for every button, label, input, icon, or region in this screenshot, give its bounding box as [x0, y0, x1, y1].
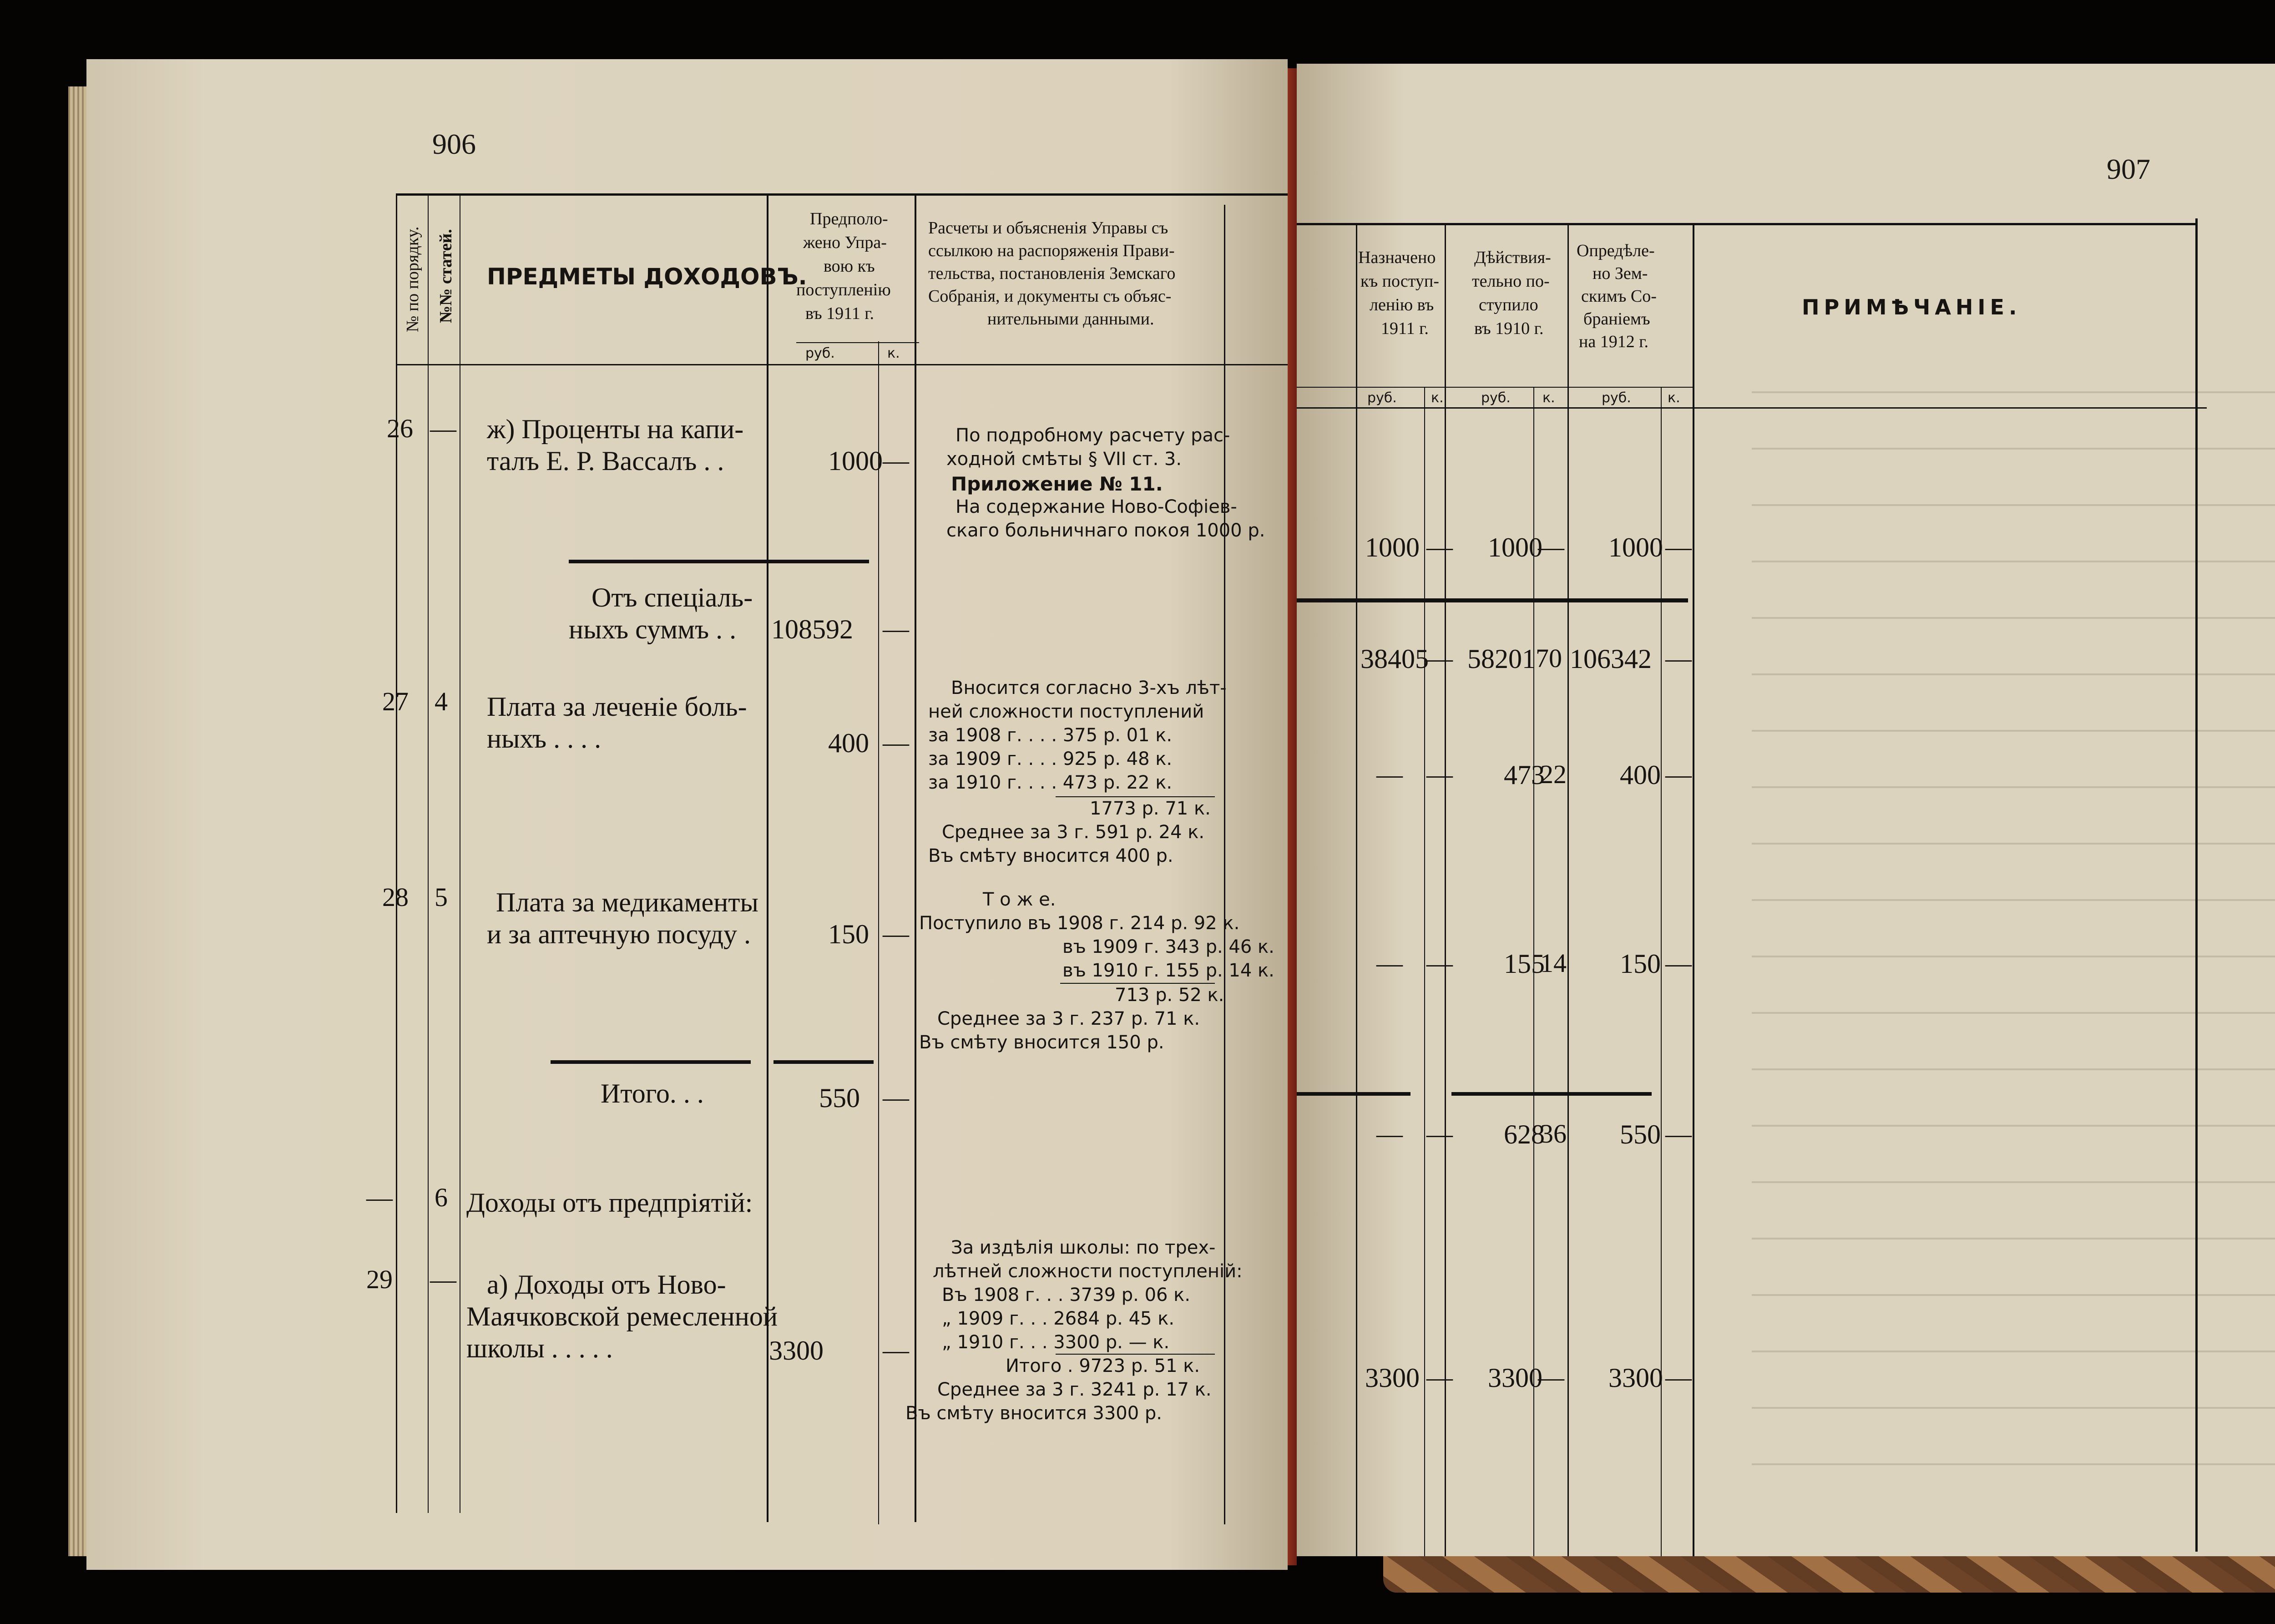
header-order: № по порядку. — [403, 226, 422, 332]
header-articles: №№ статей. — [436, 229, 455, 323]
header-bottom-rule — [396, 364, 1288, 365]
table-top-rule — [396, 193, 1288, 196]
table-top-rule — [1297, 223, 2198, 225]
left-page: 906 № по порядку. №№ статей. ПРЕДМЕТЫ ДОХОДОВЪ. Предполо- жено Упра- вою къ поступленію въ 1911 г. руб. к. Расчеты и объясненія Управы съ ссылкою на распоряженія Прави- тельства, постановленія Земскаго Собранія, и документы съ объяс- нительными данными. 26 — ж) Проценты на капи- талъ Е. Р. Вассалъ . . 1000 — По подробному расчету рас- ходной смѣты § VII ст. 3. Приложение № 11. На содержание Ново-Софiев- скаго больничнаго покоя 1000 р. Отъ спеціаль- ныхъ суммъ . . 108592 — 27 4 Плата за леченіе боль- ныхъ . . . . 400 — Вносится согласно 3-хъ лѣт- ней сложности поступлений за 1908 г. . . . 375 р. 01 к. за 1909 г. . . . 925 р. 48 к. за 1910 г. . . . 473 р. 22 к. 1773 р. 71 к. Среднее за 3 г. 591 р. 24 к. Въ смѣту вносится 400 р. 28 5 Плата за медикаменты и за аптечную посуду . 150 — Т о ж е. Поступило въ 1908 г. 214 р. 92 к. въ 1909 г. 343 р. 46 к. въ 1910 г. 155 р. 14 к. 713 р. 52 к. Среднее за 3 г. 237 р. 71 к. Въ смѣту вносится 150 р. Итого. . . 550 — — 6 Доходы отъ предпріятій: 29 — а) Доходы отъ Ново- Маячковской ремесленной школы . . . . . 3300 — За издѣлія школы: по трех- лѣтней сложности поступленій: Въ 1908 г. . . 3739 р. 06 к. „ 1909 г. . . 2684 р. 45 к. „ 1910 г. . . 3300 р. — к. Итого . 9723 р. 51 к. Среднее за 3 г. 3241 р. 17 к. Въ смѣту вносится 3300 р. — [86, 59, 1288, 1570]
header-kop: к. — [887, 345, 900, 361]
header-rub: руб. — [805, 345, 835, 361]
header-items: ПРЕДМЕТЫ ДОХОДОВЪ. — [487, 263, 807, 290]
page-number: 907 — [2107, 153, 2150, 185]
header-bottom-rule — [1297, 407, 2207, 409]
right-page: 907 Назначено къ поступ- ленію въ 1911 г. Дѣйствия- тельно по- ступило въ 1910 г. Опредѣле- но Зем- скимъ Со- браніемъ на 1912 г. ПРИМѢЧАНIЕ. руб. к. руб. к. руб. к. 1000 — 1000 — 1000 — 38405 — 58201 70 106342 — — — 473 22 400 — — — 155 14 150 — — — 628 36 550 — 3300 — 3300 — 3300 — — [1297, 64, 2275, 1556]
header-note: ПРИМѢЧАНIЕ. — [1802, 295, 2022, 319]
page-number: 906 — [432, 128, 476, 160]
